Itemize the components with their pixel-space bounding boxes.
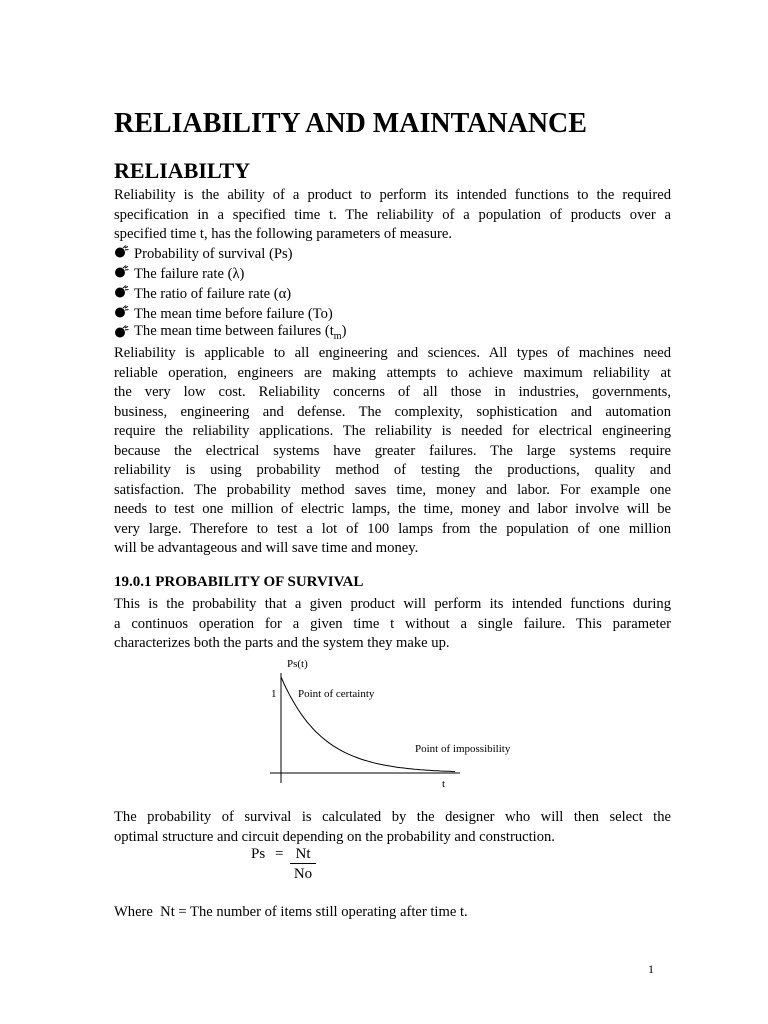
list-item	[114, 284, 346, 304]
formula-numerator: Nt	[290, 846, 316, 864]
document-title: RELIABILITY AND MAINTANANCE	[114, 108, 587, 139]
where-line: Where Nt = The number of items still operating after time t.	[114, 904, 468, 920]
survival-line: This is the probability that a given product will perform its intended functions during	[114, 596, 671, 612]
bomb-bullet-icon	[114, 284, 134, 304]
body-paragraph	[114, 344, 671, 559]
survival-line: a continuos operation for a given time t without a single failure. This parameter	[114, 615, 671, 632]
parameter-list	[114, 244, 346, 344]
after-chart-paragraph	[114, 808, 671, 847]
formula-denominator: No	[293, 866, 313, 882]
intro-line: specification in a specified time t. The reliability of a population of products over a	[114, 206, 671, 223]
list-item	[114, 324, 346, 344]
bomb-bullet-icon	[114, 244, 134, 264]
formula-lhs: Ps	[251, 846, 266, 862]
bomb-bullet-icon	[114, 324, 134, 344]
bomb-bullet-icon	[114, 264, 134, 284]
body-line: very large. Therefore to test a lot of 100 lamps from the population of one million	[114, 520, 671, 537]
body-line: business, engineering and defense. The complexity, sophistication and automation	[114, 403, 671, 420]
x-axis-label: t	[442, 778, 446, 790]
intro-paragraph	[114, 186, 671, 245]
list-item	[114, 244, 346, 264]
after-chart-line: optimal structure and circuit depending on the probability and construction.	[114, 828, 555, 845]
intro-line: Reliability is the ability of a product to perform its intended functions to the required	[114, 187, 671, 203]
survival-line: characterizes both the parts and the system they make up.	[114, 635, 450, 651]
y-axis-label: Ps(t)	[287, 658, 308, 670]
list-item-text: The ratio of failure rate (α)	[134, 286, 292, 302]
list-item-text: Probability of survival (Ps)	[134, 246, 293, 262]
bomb-bullet-icon	[114, 304, 134, 324]
survival-paragraph	[114, 595, 671, 654]
body-line: will be advantageous and will save time and money.	[114, 540, 419, 556]
body-line: require the reliability applications. The reliability is needed for electrical engineering	[114, 423, 671, 439]
intro-line: specified time t, has the following parameters of measure.	[114, 226, 452, 242]
body-line: because the electrical systems have greater failures. The large systems require	[114, 442, 671, 459]
body-line: reliability is using probability method of testing the productions, quality and	[114, 462, 671, 478]
annotation-certainty: Point of certainty	[298, 688, 375, 700]
body-line: satisfaction. The probability method saves time, money and labor. For example one	[114, 481, 671, 498]
list-item-text: The mean time between failures $(t_m)$	[134, 323, 347, 342]
body-line: reliable operation, engineers are making attempts to achieve maximum reliability at	[114, 364, 671, 381]
list-item-text: The failure rate (λ)	[134, 266, 245, 282]
body-line: needs to test one million of electric lamps, the time, money and labor involve will be	[114, 501, 671, 517]
annotation-impossibility: Point of impossibility	[415, 743, 511, 755]
section-heading: RELIABILTY	[114, 158, 251, 183]
after-chart-line: The probability of survival is calculated by the designer who will then select the	[114, 809, 671, 825]
list-item	[114, 264, 346, 284]
list-item-text: The mean time before failure (To)	[134, 306, 333, 322]
formula	[251, 846, 283, 863]
subsection-heading: 19.0.1 PROBABILITY OF SURVIVAL	[114, 574, 364, 590]
page-number: 1	[648, 962, 654, 976]
body-line: the very low cost. Reliability concerns of all those in industries, governments,	[114, 384, 671, 400]
y-tick-label: 1	[271, 688, 277, 700]
formula-equals: =	[274, 846, 284, 862]
body-line: Reliability is applicable to all engineering and sciences. All types of machines need	[114, 345, 671, 361]
survival-curve-chart	[260, 655, 540, 795]
